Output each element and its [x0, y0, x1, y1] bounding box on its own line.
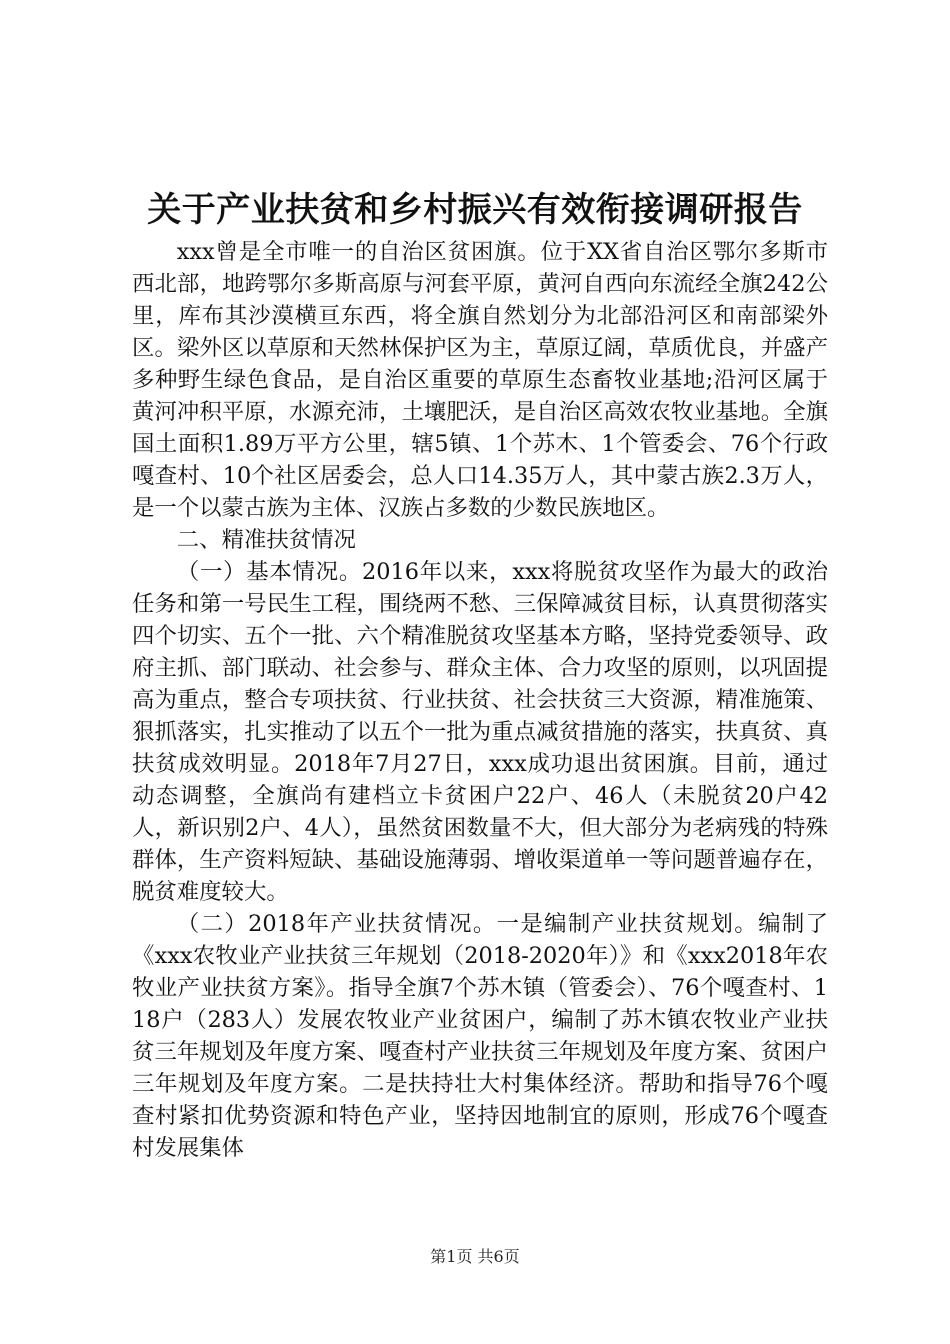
section-heading-precision-poverty: 二、精准扶贫情况 — [176, 527, 356, 553]
document-body — [132, 236, 828, 1164]
page-number-footer: 第1页 共6页 — [430, 1247, 520, 1266]
paragraph-basic-situation: （一）基本情况。2016年以来，xxx将脱贫攻坚作为最大的政治任务和第一号民生工程，围绕两不愁、三保障减贫目标，认真贯彻落实四个切实、五个一批、六个精准脱贫攻坚基本方略，坚持党委领导、政府主抓、部门联动、社会参与、群众主体、合力攻坚的原则，以巩固提高为重点，整合专项扶贫、行业扶贫、社会扶贫三大资源，精准施策、狠抓落实，扎实推动了以五个一批为重点减贫措施的落实，扶真贫、真扶贫成效明显。2018年7月27日，xxx成功退出贫困旗。目前，通过动态调整，全旗尚有建档立卡贫困户22户、46人（未脱贫20户42人，新识别2户、4人），虽然贫困数量不大，但大部分为老病残的特殊群体，生产资料短缺、基础设施薄弱、增收渠道单一等问题普遍存在，脱贫难度较大。 — [132, 559, 828, 905]
paragraph-intro: xxx曾是全市唯一的自治区贫困旗。位于XX省自治区鄂尔多斯市西北部，地跨鄂尔多斯高原与河套平原，黄河自西向东流经全旗242公里，库布其沙漠横亘东西，将全旗自然划分为北部沿河区和南部梁外区。梁外区以草原和天然林保护区为主，草原辽阔，草质优良，并盛产多种野生绿色食品，是自治区重要的草原生态畜牧业基地;沿河区属于黄河冲积平原，水源充沛，土壤肥沃，是自治区高效农牧业基地。全旗国土面积1.89万平方公里，辖5镇、1个苏木、1个管委会、76个行政嘎查村、10个社区居委会，总人口14.35万人，其中蒙古族2.3万人，是一个以蒙古族为主体、汉族占多数的少数民族地区。 — [132, 239, 828, 521]
paragraph-industry-poverty-2018: （二）2018年产业扶贫情况。一是编制产业扶贫规划。编制了《xxx农牧业产业扶贫三年规划（2018-2020年）》和《xxx2018年农牧业产业扶贫方案》。指导全旗7个苏木镇（管委会）、76个嘎查村、118户（283人）发展农牧业产业贫困户，编制了苏木镇农牧业产业扶贫三年规划及年度方案、嘎查村产业扶贫三年规划及年度方案、贫困户三年规划及年度方案。二是扶持壮大村集体经济。帮助和指导76个嘎查村紧扣优势资源和特色产业，坚持因地制宜的原则，形成76个嘎查村发展集体 — [132, 911, 828, 1161]
page-title: 关于产业扶贫和乡村振兴有效衔接调研报告 — [147, 190, 803, 230]
